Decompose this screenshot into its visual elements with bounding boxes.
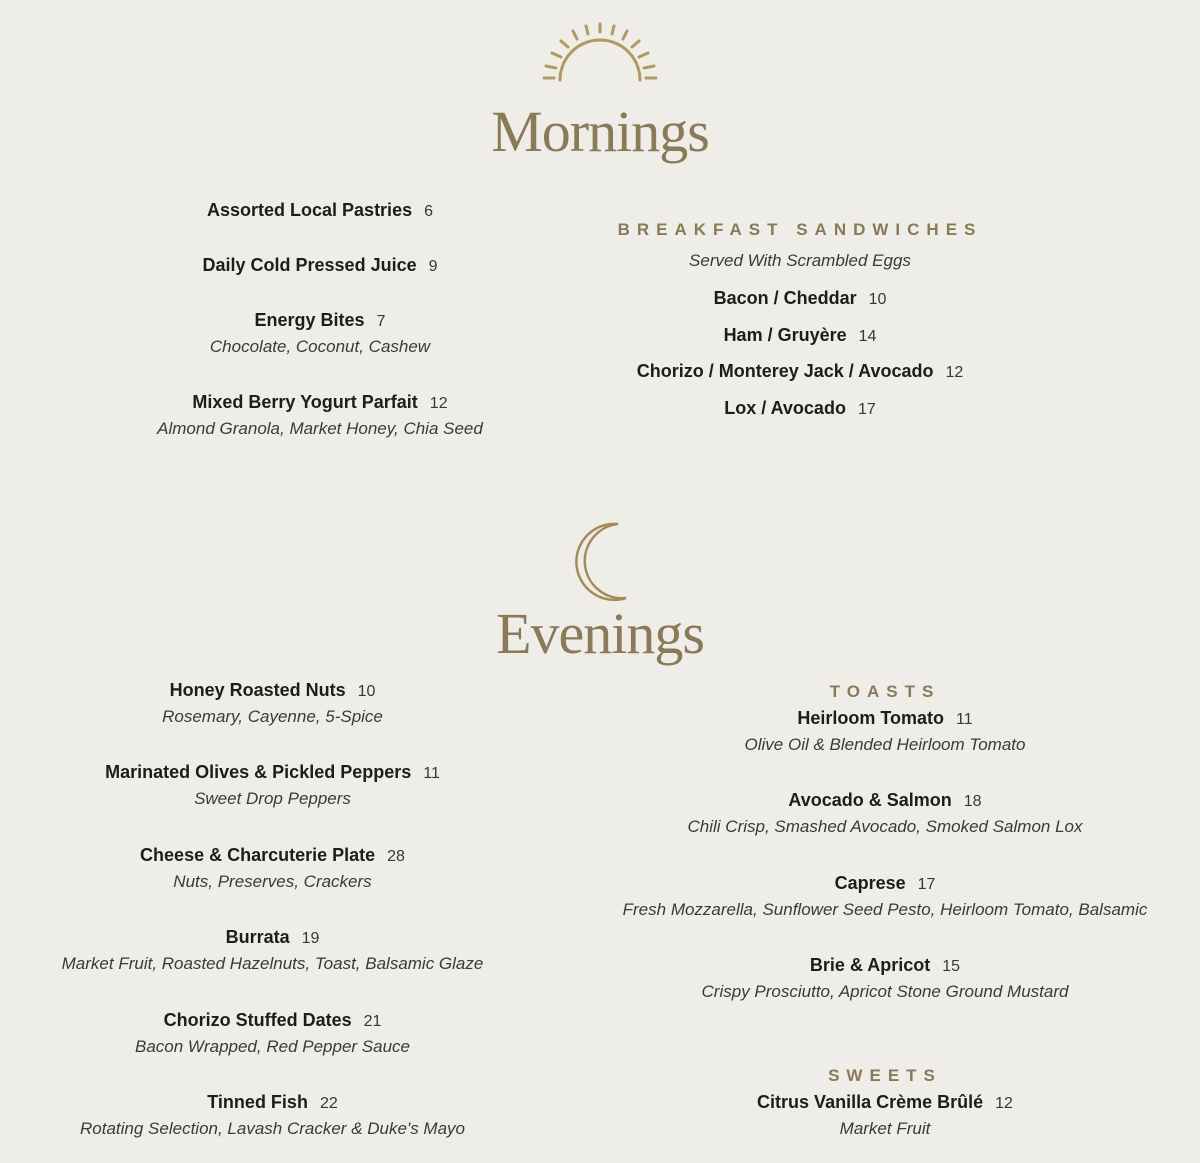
item-price: 19 bbox=[301, 930, 320, 947]
item-description: Chocolate, Coconut, Cashew bbox=[209, 337, 431, 356]
item-description: Crispy Prosciutto, Apricot Stone Ground Mustard bbox=[701, 982, 1069, 1001]
item-price: 10 bbox=[868, 291, 887, 308]
list-item bbox=[120, 392, 520, 439]
mornings-heading: Mornings bbox=[491, 99, 709, 164]
item-price: 6 bbox=[424, 203, 433, 220]
item-price: 17 bbox=[917, 876, 936, 893]
item-name: Marinated Olives & Pickled Peppers bbox=[105, 762, 412, 782]
section-title-toasts: TOASTS bbox=[829, 682, 941, 701]
list-item bbox=[20, 1010, 525, 1057]
item-name: Ham / Gruyère bbox=[723, 325, 847, 345]
list-item bbox=[590, 708, 1180, 755]
item-name: Chorizo / Monterey Jack / Avocado bbox=[636, 361, 934, 381]
item-description: Market Fruit, Roasted Hazelnuts, Toast, Balsamic Glaze bbox=[61, 954, 484, 973]
item-price: 17 bbox=[857, 401, 876, 418]
list-item bbox=[560, 361, 1040, 382]
item-name: Tinned Fish bbox=[207, 1092, 308, 1112]
item-price: 7 bbox=[376, 313, 386, 330]
list-item bbox=[120, 310, 520, 357]
item-price: 28 bbox=[387, 848, 405, 865]
crescent-moon-icon bbox=[0, 516, 1200, 613]
item-price: 10 bbox=[357, 683, 376, 700]
list-item bbox=[120, 200, 520, 221]
item-name: Bacon / Cheddar bbox=[713, 288, 857, 308]
list-item bbox=[560, 288, 1040, 309]
item-name: Chorizo Stuffed Dates bbox=[163, 1010, 352, 1030]
list-item bbox=[590, 873, 1180, 920]
item-description: Rotating Selection, Lavash Cracker & Duke's Mayo bbox=[80, 1119, 465, 1138]
item-name: Lox / Avocado bbox=[724, 398, 846, 418]
list-item bbox=[560, 325, 1040, 346]
item-price: 21 bbox=[363, 1013, 382, 1030]
list-item bbox=[20, 845, 525, 892]
section-subtitle: Served With Scrambled Eggs bbox=[689, 251, 911, 270]
item-description: Bacon Wrapped, Red Pepper Sauce bbox=[134, 1037, 410, 1056]
list-item bbox=[20, 1092, 525, 1139]
section-title-breakfast-sandwiches: BREAKFAST SANDWICHES bbox=[617, 220, 983, 239]
item-name: Caprese bbox=[834, 873, 906, 893]
item-name: Burrata bbox=[225, 927, 290, 947]
item-name: Avocado & Salmon bbox=[788, 790, 952, 810]
item-name: Energy Bites bbox=[254, 310, 365, 330]
item-name: Mixed Berry Yogurt Parfait bbox=[192, 392, 418, 412]
list-item bbox=[20, 680, 525, 727]
item-price: 14 bbox=[858, 328, 877, 345]
list-item bbox=[590, 790, 1180, 837]
sunrise-icon bbox=[0, 22, 1200, 89]
item-name: Citrus Vanilla Crème Brûlé bbox=[757, 1092, 984, 1112]
item-name: Heirloom Tomato bbox=[797, 708, 945, 728]
item-description: Rosemary, Cayenne, 5-Spice bbox=[162, 707, 383, 726]
item-price: 18 bbox=[963, 793, 982, 810]
item-price: 22 bbox=[319, 1095, 338, 1112]
section-title-sweets: SWEETS bbox=[828, 1066, 942, 1085]
list-item bbox=[20, 927, 525, 974]
item-name: Assorted Local Pastries bbox=[207, 200, 413, 220]
item-description: Fresh Mozzarella, Sunflower Seed Pesto, Heirloom Tomato, Balsamic bbox=[622, 900, 1148, 919]
item-price: 12 bbox=[995, 1095, 1013, 1112]
item-price: 9 bbox=[428, 258, 438, 275]
item-price: 12 bbox=[945, 364, 964, 381]
item-name: Daily Cold Pressed Juice bbox=[202, 255, 417, 275]
item-name: Honey Roasted Nuts bbox=[169, 680, 346, 700]
item-description: Chili Crisp, Smashed Avocado, Smoked Salmon Lox bbox=[687, 817, 1083, 836]
list-item bbox=[20, 762, 525, 809]
list-item bbox=[120, 255, 520, 276]
list-item bbox=[560, 398, 1040, 419]
evenings-heading: Evenings bbox=[496, 601, 704, 666]
item-description: Market Fruit bbox=[839, 1119, 931, 1138]
item-description: Olive Oil & Blended Heirloom Tomato bbox=[744, 735, 1026, 754]
item-price: 12 bbox=[429, 395, 448, 412]
item-name: Brie & Apricot bbox=[809, 955, 931, 975]
item-price: 11 bbox=[423, 765, 440, 782]
item-price: 15 bbox=[942, 958, 961, 975]
item-name: Cheese & Charcuterie Plate bbox=[140, 845, 376, 865]
list-item bbox=[590, 955, 1180, 1002]
item-description: Nuts, Preserves, Crackers bbox=[173, 872, 372, 891]
item-price: 11 bbox=[956, 711, 973, 728]
item-description: Sweet Drop Peppers bbox=[194, 789, 351, 808]
list-item bbox=[590, 1092, 1180, 1139]
item-description: Almond Granola, Market Honey, Chia Seed bbox=[157, 419, 483, 438]
